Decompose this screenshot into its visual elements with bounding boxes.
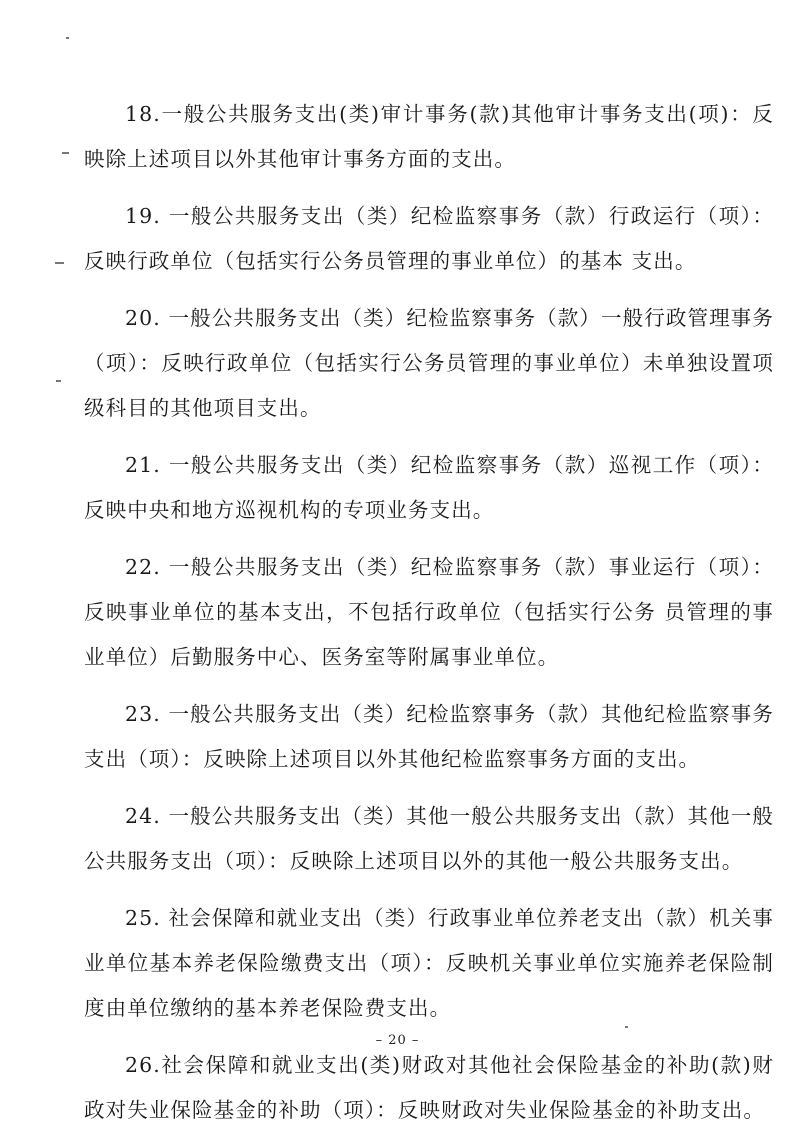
scan-speck xyxy=(66,37,69,39)
paragraph-24: 24. 一般公共服务支出（类）其他一般公共服务支出（款）其他一般公共服务支出（项）：反映除上述项目以外的其他一般公共服务支出。 xyxy=(84,804,774,873)
paragraph-18: 18.一般公共服务支出(类)审计事务(款)其他审计事务支出(项)：反映除上述项目以外其他审计事务方面的支出。 xyxy=(84,102,774,171)
scan-speck xyxy=(62,152,69,154)
paragraph-21: 21. 一般公共服务支出（类）纪检监察事务（款）巡视工作（项）：反映中央和地方巡视机构的专项业务支出。 xyxy=(84,453,774,522)
paragraph-20: 20. 一般公共服务支出（类）纪检监察事务（款）一般行政管理事务（项）：反映行政单位（包括实行公务员管理的事业单位）未单独设置项级科目的其他项目支出。 xyxy=(84,306,774,420)
paragraph-26: 26.社会保障和就业支出(类)财政对其他社会保险基金的补助(款)财政对失业保险基金的补助（项）：反映财政对失业保险基金的补助支出。 xyxy=(84,1053,774,1122)
document-body xyxy=(84,92,774,1145)
paragraph-23: 23. 一般公共服务支出（类）纪检监察事务（款）其他纪检监察事务支出（项）：反映除上述项目以外其他纪检监察事务方面的支出。 xyxy=(84,702,774,771)
paragraph-25: 25. 社会保障和就业支出（类）行政事业单位养老支出（款）机关事业单位基本养老保险缴费支出（项）：反映机关事业单位实施养老保险制度由单位缴纳的基本养老保险费支出。 xyxy=(84,906,774,1020)
scan-speck xyxy=(56,380,61,382)
paragraph-22: 22. 一般公共服务支出（类）纪检监察事务（款）事业运行（项）：反映事业单位的基本支出，不包括行政单位（包括实行公务 员管理的事业单位）后勤服务中心、医务室等附属事业单位。 xyxy=(84,555,774,669)
scan-speck xyxy=(55,262,64,264)
page-number: – 20 – xyxy=(375,1033,420,1048)
paragraph-19: 19. 一般公共服务支出（类）纪检监察事务（款）行政运行（项）：反映行政单位（包括实行公务员管理的事业单位）的基本 支出。 xyxy=(84,204,774,273)
